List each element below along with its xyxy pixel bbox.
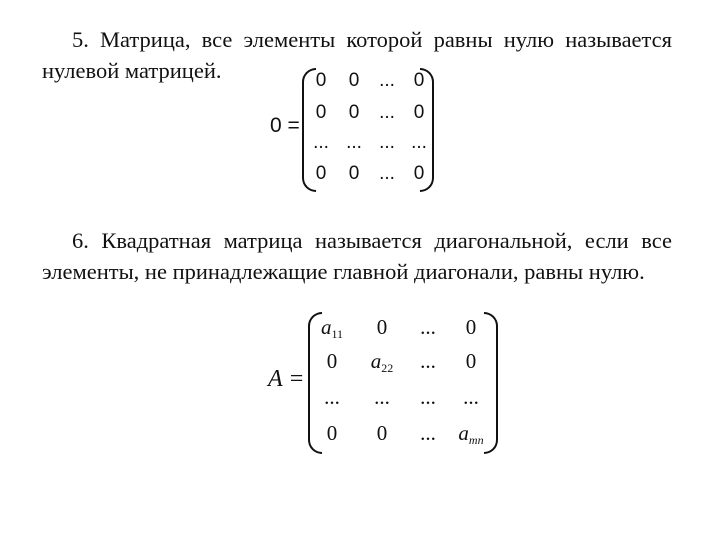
matrix-cell: 0 bbox=[465, 315, 477, 339]
matrix-cell: 0 bbox=[326, 349, 338, 373]
zero-matrix-equation bbox=[270, 64, 450, 194]
definition-zero-matrix-text: 5. Матрица, все элементы которой равны нулю называется нулевой матрицей. bbox=[42, 27, 672, 83]
matrix-cell: ... bbox=[346, 132, 362, 153]
matrix-cell: ... bbox=[313, 132, 329, 153]
matrix-cell: 0 bbox=[376, 421, 388, 445]
matrix-cell: ... bbox=[379, 132, 395, 153]
matrix-cell: 0 bbox=[326, 421, 338, 445]
matrix-cell: ... bbox=[411, 132, 427, 153]
matrix-cell: ... bbox=[463, 385, 479, 409]
zero-matrix-lhs: 0 = bbox=[270, 114, 300, 137]
matrix-cell: ... bbox=[374, 385, 390, 409]
matrix-cell: 0 bbox=[315, 102, 327, 123]
matrix-cell: 0 bbox=[348, 70, 360, 91]
matrix-cell: 0 bbox=[413, 163, 425, 184]
matrix-cell: 0 bbox=[315, 163, 327, 184]
matrix-cell: 0 bbox=[465, 349, 477, 373]
matrix-cell: ... bbox=[420, 421, 436, 445]
definition-diagonal-matrix bbox=[42, 225, 672, 287]
matrix-cell: 0 bbox=[348, 102, 360, 123]
matrix-cell: ... bbox=[379, 102, 395, 123]
matrix-cell: 0 bbox=[348, 163, 360, 184]
diagonal-matrix-lhs: A = bbox=[268, 366, 305, 392]
definition-diagonal-matrix-text: 6. Квадратная матрица называется диагональной, если все элементы, не принадлежащие главной диагонали, равны нулю. bbox=[42, 228, 672, 284]
matrix-cell: 0 bbox=[413, 102, 425, 123]
matrix-cell-a22: $a_{22}$ bbox=[370, 349, 394, 375]
matrix-cell: 0 bbox=[376, 315, 388, 339]
matrix-cell: ... bbox=[324, 385, 340, 409]
matrix-cell: 0 bbox=[413, 70, 425, 91]
matrix-cell: 0 bbox=[315, 70, 327, 91]
diagonal-matrix-equation bbox=[268, 308, 508, 456]
matrix-cell: ... bbox=[420, 315, 436, 339]
matrix-cell-a11: $a_{11}$ bbox=[320, 315, 344, 341]
matrix-cell: ... bbox=[379, 70, 395, 91]
matrix-cell: ... bbox=[379, 163, 395, 184]
matrix-cell: ... bbox=[420, 349, 436, 373]
matrix-cell: ... bbox=[420, 385, 436, 409]
matrix-cell-amn: $a_{mn}$ bbox=[458, 421, 484, 447]
